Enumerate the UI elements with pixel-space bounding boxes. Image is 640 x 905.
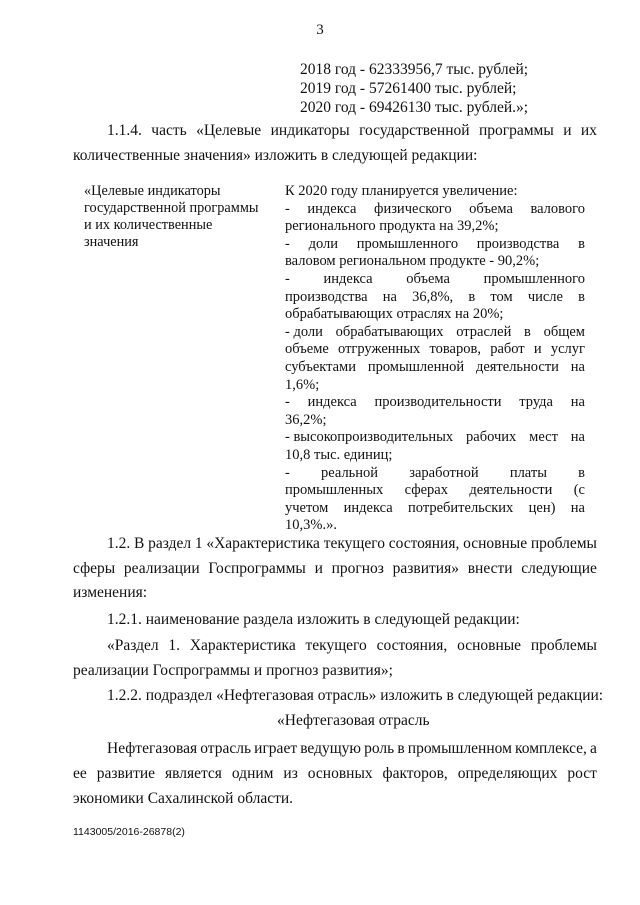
table-left-cell [84, 183, 276, 251]
word: - [285, 235, 290, 252]
word: на [570, 394, 585, 411]
word: деятельности [469, 482, 553, 499]
table-right-line [285, 482, 585, 500]
table-left-line: значения [84, 234, 139, 250]
section-name-line-2: реализации Госпрограммы и прогноз развития»; [73, 662, 393, 679]
word: индекса [343, 499, 393, 516]
subsection-heading: «Нефтегазовая отрасль [277, 712, 430, 729]
word: Госпрограммы [208, 560, 306, 577]
word: определяющих [457, 765, 558, 782]
word: играет [254, 740, 298, 757]
word: роль [364, 740, 395, 757]
word: товаров, [429, 341, 481, 358]
table-right-line [285, 447, 585, 465]
word: промышленной [367, 359, 465, 375]
word: 1. [168, 637, 181, 654]
table-right-line [285, 359, 585, 377]
word: в [524, 323, 531, 340]
word: производства [476, 235, 560, 252]
word: состояния, [388, 535, 460, 552]
table-right-line [285, 306, 585, 324]
word: 1.1.4. [107, 122, 142, 139]
word: основных [307, 765, 373, 782]
paragraph-1-2-2: 1.2.2. подраздел «Нефтегазовая отрасль» изложить в следующей редакции: [107, 687, 604, 704]
table-right-line [285, 271, 585, 289]
word: - [285, 394, 290, 411]
table-right-line [285, 253, 585, 271]
table-left-line: «Целевые индикаторы [84, 183, 221, 199]
word: программы [478, 122, 554, 139]
word: объеме [285, 341, 329, 358]
paragraph-1-1-4-line-1 [107, 123, 597, 139]
word: физического [374, 200, 452, 217]
table-right-line [285, 517, 585, 535]
word: труда [519, 394, 553, 411]
word: регионального продукта на 39,2%; [285, 218, 499, 235]
word: индекса [323, 271, 373, 287]
word: основные [463, 535, 528, 552]
word: раздел [148, 535, 192, 552]
final-paragraph-line-2 [73, 766, 597, 782]
word: развитие [96, 765, 156, 782]
table-right-line [285, 218, 585, 236]
word: работ [490, 341, 525, 358]
paragraph-1-1-4-line-2: количественные значения» изложить в следующей редакции: [73, 147, 478, 164]
word: - [285, 271, 290, 287]
word: текущего [323, 535, 385, 552]
word: - [285, 464, 290, 481]
word: комплексе, [515, 740, 587, 757]
table-right-line [285, 324, 585, 342]
word: заработной [409, 464, 479, 481]
word: учетом [285, 499, 329, 516]
word: реализации [123, 560, 200, 577]
word: субъектами [285, 359, 356, 375]
word: промышленного [483, 271, 585, 287]
word: проблемы [530, 637, 597, 654]
word: общем [543, 323, 585, 340]
table-right-line [285, 394, 585, 412]
word: В [134, 535, 145, 552]
document-code: 1143005/2016-26878(2) [73, 826, 185, 838]
table-left-line: государственной программы [84, 200, 259, 216]
word: валового [530, 200, 585, 217]
word: и [563, 122, 572, 139]
word: мест [529, 429, 558, 446]
word: «Характеристика [206, 535, 320, 552]
word: одним [231, 765, 274, 782]
word: потребительских [408, 499, 514, 516]
word: рабочих [466, 429, 517, 446]
table-right-line [285, 289, 585, 307]
table-left-line: и их количественные [84, 217, 213, 233]
word: в [578, 288, 585, 305]
word: производительности [374, 394, 502, 411]
word: обрабатывающих отраслях на 20%; [285, 306, 504, 323]
word: государственной [359, 122, 470, 139]
table-right-line [285, 429, 585, 447]
word: 10,3%.». [285, 517, 337, 534]
word: из [283, 765, 298, 782]
word: отрасль [200, 740, 252, 757]
word: Характеристика [189, 637, 296, 654]
word: на [382, 288, 397, 305]
word: внести [467, 560, 513, 577]
word: 1 [194, 535, 203, 552]
table-right-line [285, 236, 585, 254]
word: сферы [73, 560, 116, 577]
table-right-line [285, 341, 585, 359]
word: объема [406, 271, 450, 287]
table-right-line [285, 201, 585, 219]
final-paragraph-line-1 [107, 741, 597, 757]
word: том [490, 288, 513, 305]
word: отгруженных [338, 341, 421, 358]
word: факторов, [382, 765, 448, 782]
word: производства [285, 288, 368, 305]
word: платы [509, 464, 547, 481]
word: в [397, 740, 405, 757]
word: на [570, 429, 585, 446]
section-name-line-1 [107, 638, 597, 654]
word: доли [308, 235, 338, 252]
word: а [590, 740, 597, 757]
word: проблемы [530, 535, 597, 552]
word: в [578, 235, 585, 252]
budget-line-2020: 2020 год - 69426130 тыс. рублей.»; [300, 99, 529, 116]
word: промышленных [285, 482, 384, 499]
word: числе [527, 288, 563, 305]
budget-line-2018: 2018 год - 62333956,7 тыс. рублей; [300, 61, 529, 78]
word: ведущую [300, 740, 362, 757]
word: состояния, [376, 637, 448, 654]
word: услуг [550, 341, 585, 358]
word: основные [457, 637, 522, 654]
paragraph-1-2-1: 1.2.1. наименование раздела изложить в следующей редакции: [107, 611, 520, 628]
word: сферах [404, 482, 448, 499]
word: индекса [307, 200, 357, 217]
final-paragraph-line-3: экономики Сахалинской области. [73, 790, 294, 807]
word: 1,6%; [285, 376, 320, 393]
word: индекса [307, 394, 357, 411]
word: на [570, 359, 585, 375]
word: и [533, 341, 542, 358]
word: на [570, 499, 585, 516]
word: часть [151, 122, 187, 139]
word: является [164, 765, 222, 782]
word: 36,8%, [412, 288, 454, 305]
table-right-line [285, 412, 585, 430]
table-right-line [285, 183, 585, 201]
word: промышленного [356, 235, 459, 252]
word: валовом региональном продукте - 90,2%; [285, 253, 540, 270]
page-number: 3 [316, 22, 324, 38]
table-right-line [285, 465, 585, 483]
word: К 2020 году планируется увеличение: [285, 183, 518, 199]
word: следующие [521, 560, 597, 577]
table-right-line [285, 500, 585, 518]
budget-line-2019: 2019 год - 57261400 тыс. рублей; [300, 80, 517, 97]
word: «Целевые [196, 122, 262, 139]
paragraph-1-2-line-3: изменения: [73, 584, 148, 601]
word: их [580, 122, 597, 139]
word: развития» [392, 560, 459, 577]
word: в [468, 288, 476, 305]
table-right-line [285, 377, 585, 395]
word: отраслей [456, 323, 512, 340]
word: индикаторы [270, 122, 350, 139]
word: деятельности [475, 359, 559, 375]
word: объема [469, 200, 513, 217]
word: цен) [528, 499, 556, 516]
word: - высокопроизводительных [285, 429, 454, 446]
word: (с [573, 482, 585, 499]
word: ее [73, 765, 87, 782]
word: «Раздел [107, 637, 159, 654]
word: - доли [285, 323, 323, 340]
word: в [578, 464, 585, 481]
word: Нефтегазовая [107, 740, 198, 757]
word: реальной [321, 464, 379, 481]
paragraph-1-2-line-1 [107, 536, 597, 552]
word: текущего [305, 637, 367, 654]
word: - [285, 200, 290, 217]
word: промышленном [407, 740, 512, 757]
word: 36,2%; [285, 411, 327, 428]
word: и [314, 560, 323, 577]
word: 1.2. [107, 535, 131, 552]
paragraph-1-2-line-2 [73, 561, 597, 577]
word: обрабатывающих [335, 323, 444, 340]
word: прогноз [331, 560, 384, 577]
word: рост [567, 765, 597, 782]
word: 10,8 тыс. единиц; [285, 447, 393, 463]
